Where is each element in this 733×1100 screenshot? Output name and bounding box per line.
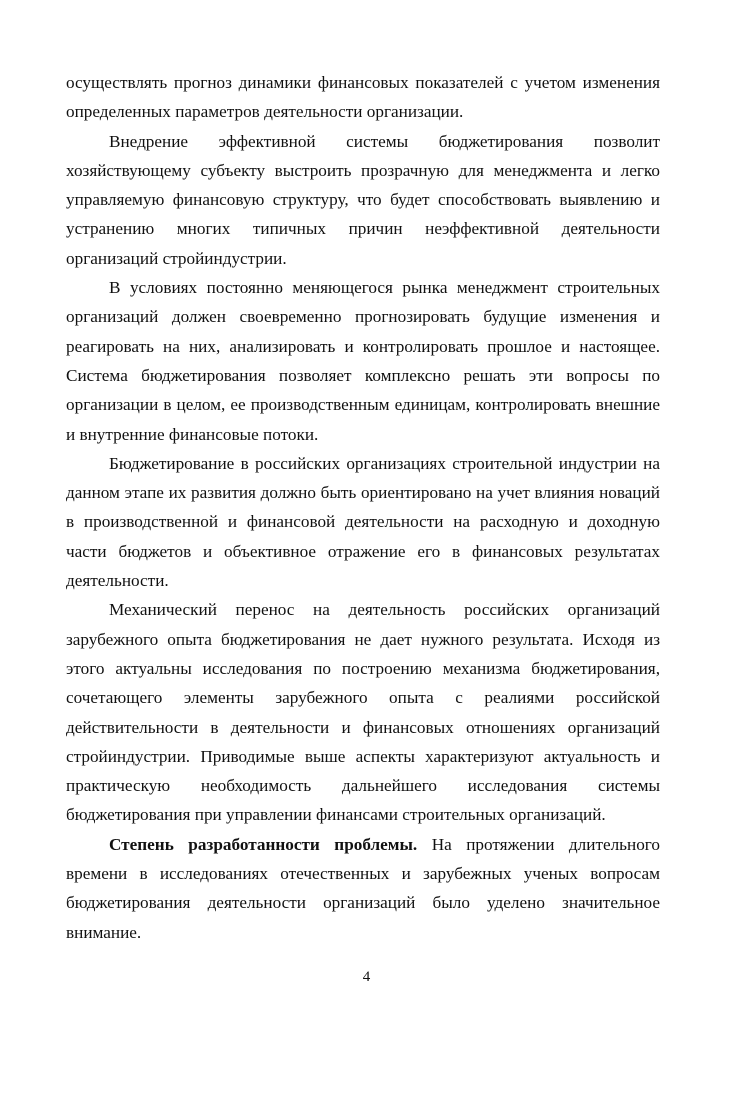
paragraph-2: Внедрение эффективной системы бюджетирования позволит хозяйствующему субъекту выстроить прозрачную для менеджмента и легко управляемую финансовую структуру, что будет способствовать выявлению и устранению многих типичных причин неэффективной деятельности организаций стройиндустрии. [66,131,660,268]
section-heading-inline: Степень разработанности проблемы. [109,834,418,854]
paragraph-5: Механический перенос на деятельность российских организаций зарубежного опыта бюджетирования не дает нужного результата. Исходя из этого актуальны исследования по построению механизма бюджетирования, сочетающего элементы зарубежного опыта с реалиями российской действительности в деятельности и финансовых отношениях организаций стройиндустрии. Приводимые выше аспекты характеризуют актуальность и практическую необходимость дальнейшего исследования системы бюджетирования при управлении финансами строительных организаций. [66,600,660,825]
paragraph-1: осуществлять прогноз динамики финансовых показателей с учетом изменения определенных параметров деятельности организации. [66,73,660,122]
page-number: 4 [362,969,371,985]
paragraph-6 [66,830,660,947]
paragraph-6-text: На протяжении длительного времени в исследованиях отечественных и зарубежных ученых вопросам бюджетирования деятельности организаций было уделено значительное внимание. [66,834,661,942]
paragraph-4: Бюджетирование в российских организациях строительной индустрии на данном этапе их развития должно быть ориентировано на учет влияния новаций в производственной и финансовой деятельности на расходную и доходную части бюджетов и объективное отражение его в финансовых результатах деятельности. [66,453,660,591]
paragraph-3: В условиях постоянно меняющегося рынка менеджмент строительных организаций должен своевременно прогнозировать будущие изменения и реагировать на них, анализировать и контролировать прошлое и настоящее. Система бюджетирования позволяет комплексно решать эти вопросы по организации в целом, ее производственным единицам, контролировать внешние и внутренние финансовые потоки. [66,278,660,444]
page-body [66,68,660,947]
